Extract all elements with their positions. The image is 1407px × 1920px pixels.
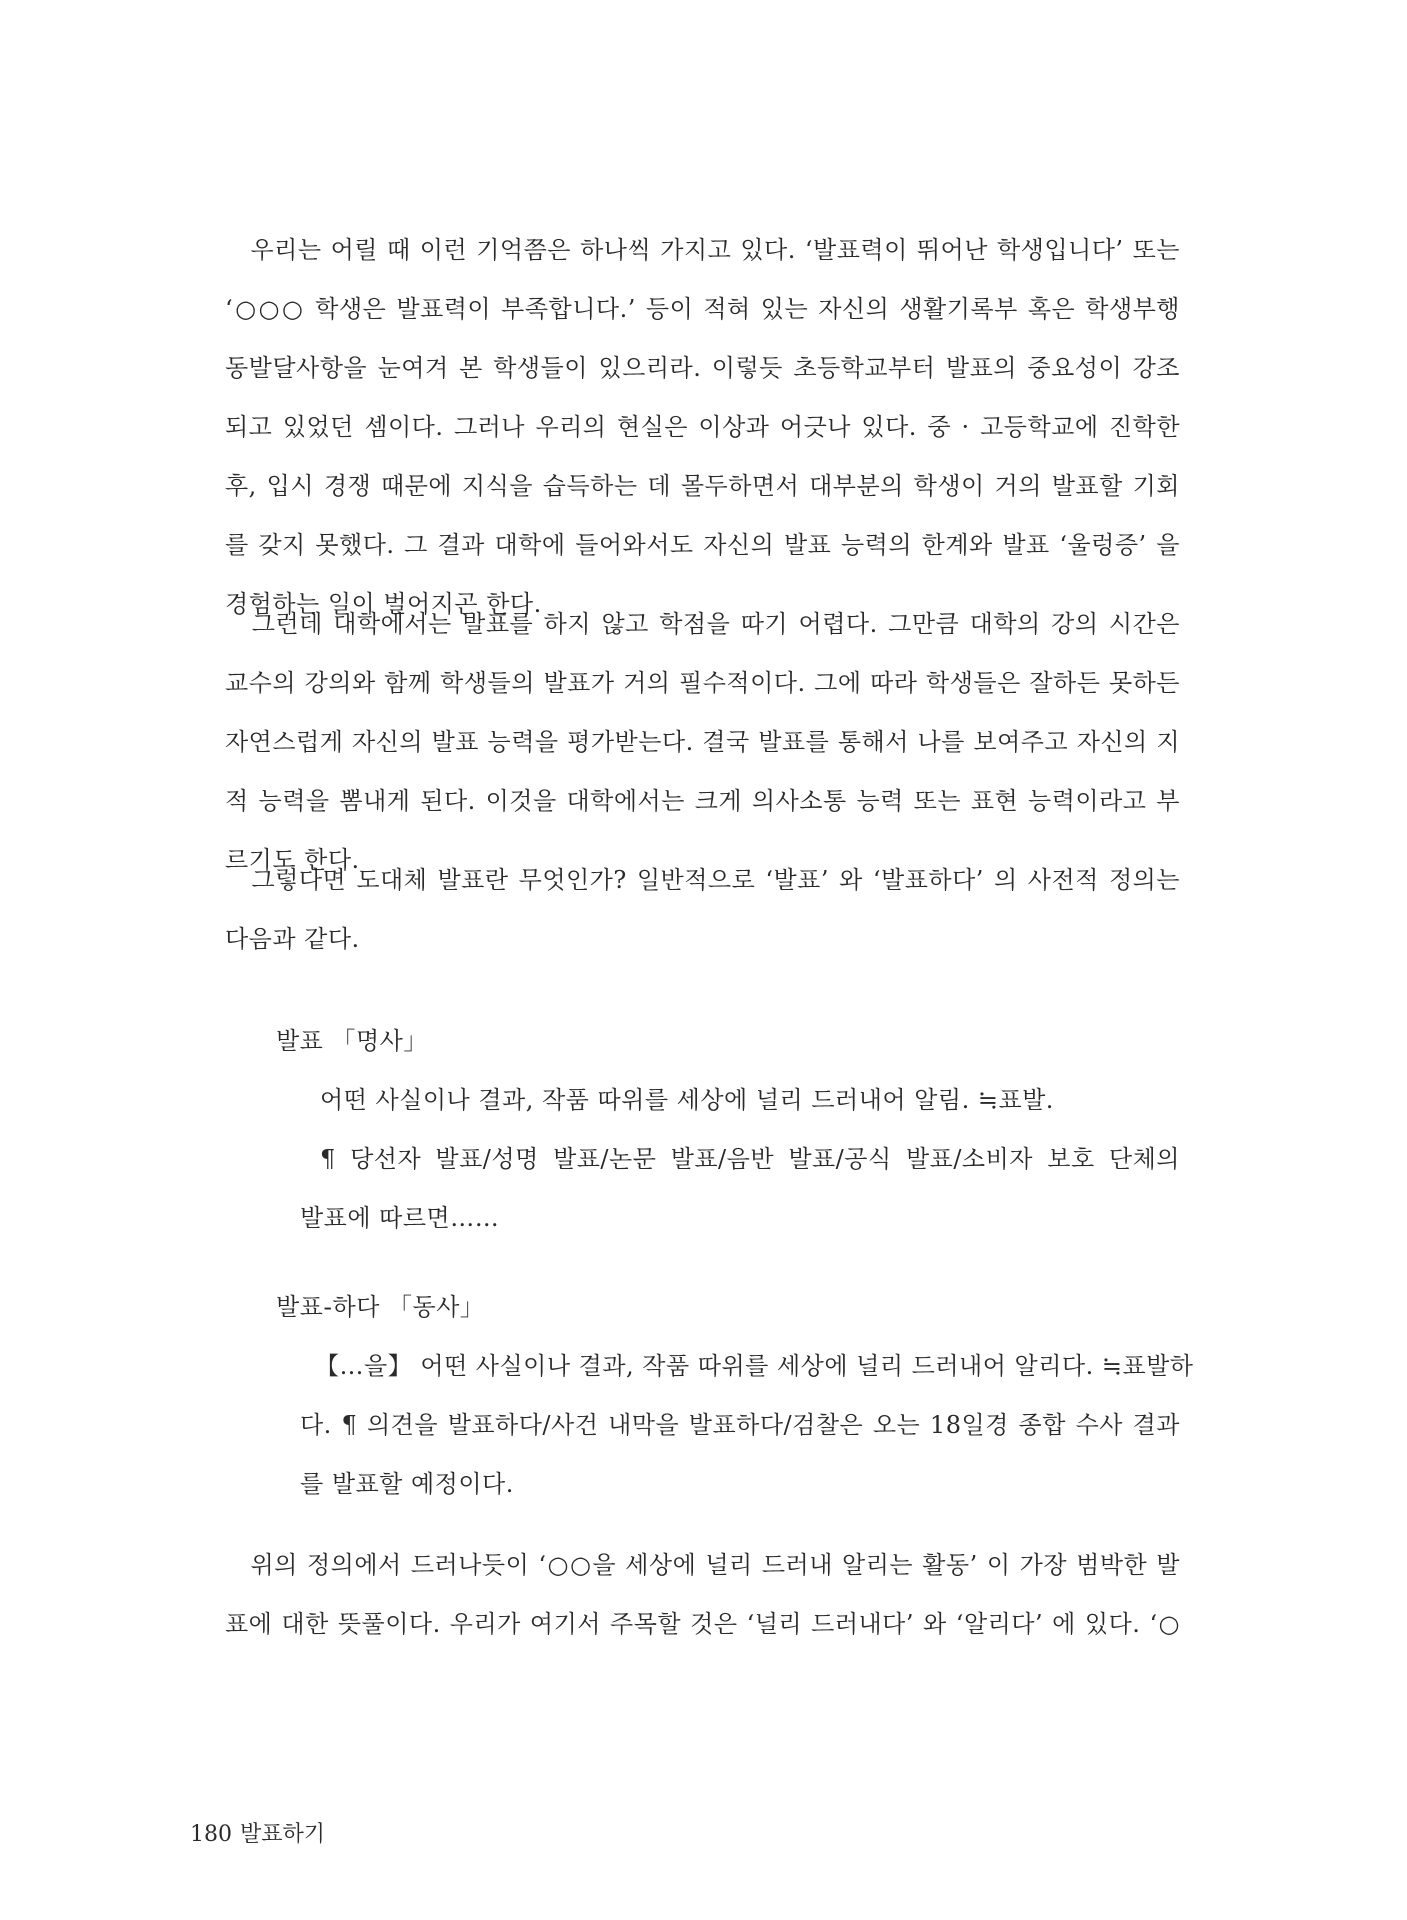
definition-text: 【…을】 어떤 사실이나 결과, 작품 따위를 세상에 널리 드러내어 알리다. ≒표발하 (315, 1352, 1194, 1380)
paragraph-3 (225, 851, 1180, 969)
paragraph-line: 자연스럽게 자신의 발표 능력을 평가받는다. 결국 발표를 통해서 나를 보여주고 자신의 지 (225, 728, 1180, 756)
definition-text: 어떤 사실이나 결과, 작품 따위를 세상에 널리 드러내어 알림. ≒표발. (320, 1086, 1054, 1114)
paragraph-4 (225, 1536, 1180, 1654)
page-footer (190, 1820, 325, 1850)
paragraph-line: 경험하는 일이 벌어지곤 한다. (225, 590, 542, 618)
definition-text: 다. ¶ 의견을 발표하다/사건 내막을 발표하다/검찰은 오는 18일경 종합 수사 결과 (300, 1411, 1180, 1439)
paragraph-line: ‘○○○ 학생은 발표력이 부족합니다.’ 등이 적혀 있는 자신의 생활기록부 혹은 학생부행 (225, 295, 1180, 323)
paragraph-line: 그런데 대학에서는 발표를 하지 않고 학점을 따기 어렵다. 그만큼 대학의 강의 시간은 (225, 610, 1180, 638)
paragraph-line: 위의 정의에서 드러나듯이 ‘○○을 세상에 널리 드러내 알리는 활동’ 이 가장 범박한 발 (225, 1551, 1180, 1579)
paragraph-2 (225, 595, 1180, 890)
paragraph-line: 교수의 강의와 함께 학생들의 발표가 거의 필수적이다. 그에 따라 학생들은 잘하든 못하든 (225, 669, 1180, 697)
paragraph-line: 후, 입시 경쟁 때문에 지식을 습득하는 데 몰두하면서 대부분의 학생이 거의 발표할 기회 (225, 472, 1180, 500)
paragraph-line: 적 능력을 뽐내게 된다. 이것을 대학에서는 크게 의사소통 능력 또는 표현 능력이라고 부 (225, 787, 1180, 815)
paragraph-line: 되고 있었던 셈이다. 그러나 우리의 현실은 이상과 어긋나 있다. 중 · 고등학교에 진학한 (225, 413, 1180, 441)
paragraph-line: 동발달사항을 눈여겨 본 학생들이 있으리라. 이렇듯 초등학교부터 발표의 중요성이 강조 (225, 354, 1180, 382)
definition-headword-verb: 발표-하다 「동사」 (276, 1293, 485, 1321)
page-number: 180 (190, 1822, 232, 1847)
paragraph-line: 르기도 한다. (225, 846, 360, 874)
definition-text: 를 발표할 예정이다. (300, 1470, 514, 1498)
paragraph-line: 를 갖지 못했다. 그 결과 대학에 들어와서도 자신의 발표 능력의 한계와 발표 ‘울렁증’ 을 (225, 531, 1180, 559)
running-title: 발표하기 (240, 1822, 326, 1847)
definition-example: 발표에 따르면…… (300, 1204, 500, 1232)
paragraph-line: 다음과 같다. (225, 925, 360, 953)
definition-example: ¶ 당선자 발표/성명 발표/논문 발표/음반 발표/공식 발표/소비자 보호 단체의 (320, 1145, 1180, 1173)
paragraph-1 (225, 221, 1180, 634)
paragraph-line: 그렇다면 도대체 발표란 무엇인가? 일반적으로 ‘발표’ 와 ‘발표하다’ 의 사전적 정의는 (225, 866, 1180, 894)
definition-headword-noun: 발표 「명사」 (276, 1027, 428, 1055)
paragraph-line: 우리는 어릴 때 이런 기억쯤은 하나씩 가지고 있다. ‘발표력이 뛰어난 학생입니다’ 또는 (225, 236, 1180, 264)
paragraph-line: 표에 대한 뜻풀이다. 우리가 여기서 주목할 것은 ‘널리 드러내다’ 와 ‘알리다’ 에 있다. ‘○ (225, 1610, 1180, 1638)
